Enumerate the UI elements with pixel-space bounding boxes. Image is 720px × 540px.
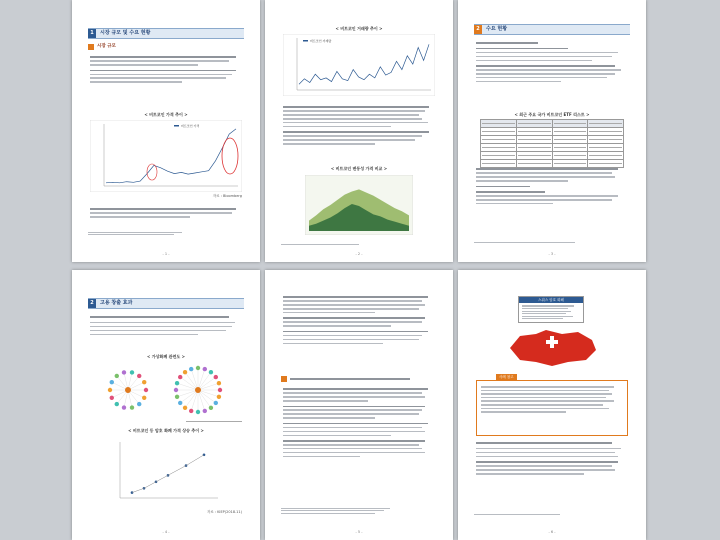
network-edge (177, 383, 198, 390)
page-number: - 2 - (355, 251, 363, 256)
diagram-caption: < 가상화폐 관련도 > (147, 354, 185, 359)
network-node (203, 409, 207, 413)
chart-legend: 비트코인 거래량 (310, 39, 332, 43)
body-paragraph (476, 166, 630, 207)
network-node (175, 381, 179, 385)
scatter-series (131, 454, 206, 494)
swiss-map-flag (502, 326, 602, 368)
network-diagram (98, 362, 234, 418)
footnotes (88, 230, 244, 237)
chart-source: 자료 : KIEP(2018.11) (206, 510, 242, 514)
network-node (189, 409, 193, 413)
network-node (203, 367, 207, 371)
network-node (110, 380, 114, 384)
page-number: - 1 - (162, 251, 170, 256)
footnotes (281, 242, 437, 246)
network-node (183, 406, 187, 410)
page-number: - 3 - (548, 251, 556, 256)
section-header (474, 24, 630, 35)
trend-line (132, 455, 204, 493)
network-hub (125, 387, 131, 393)
info-tag: 사례 참고 (496, 374, 517, 380)
network-cluster-right (174, 366, 222, 414)
network-edge (177, 390, 198, 397)
network-edge (198, 390, 216, 403)
document-page-3[interactable] (458, 0, 646, 262)
bullet-square-icon (88, 44, 94, 50)
network-node (217, 381, 221, 385)
network-node (209, 406, 213, 410)
network-edge (198, 390, 205, 411)
section-number: 1 (88, 29, 96, 38)
network-node (174, 388, 178, 392)
section-number: 2 (88, 299, 96, 308)
body-paragraph (283, 104, 437, 147)
volume-line-chart (283, 34, 435, 96)
network-node (217, 395, 221, 399)
network-node (130, 370, 134, 374)
bullet-square-icon (281, 376, 287, 382)
network-node (142, 380, 146, 384)
network-edge (198, 390, 211, 408)
subsection-header (88, 44, 116, 50)
network-node (214, 401, 218, 405)
network-node (189, 367, 193, 371)
network-node (175, 395, 179, 399)
network-edge (198, 369, 205, 390)
network-edge (185, 372, 198, 390)
document-page-4[interactable] (72, 270, 260, 540)
legend-box (518, 296, 584, 323)
document-page-2[interactable] (265, 0, 453, 262)
scatter-chart (110, 438, 222, 504)
network-hub (195, 387, 201, 393)
page-number: - 6 - (548, 529, 556, 534)
scatter-point (203, 454, 206, 457)
section-header (88, 298, 244, 309)
chart-legend: 비트코인 가격 (181, 124, 200, 128)
network-edge (180, 377, 198, 390)
page-number: - 4 - (162, 529, 170, 534)
network-edge (191, 369, 198, 390)
section-title: 수요 현황 (486, 25, 508, 32)
network-node (218, 388, 222, 392)
subsection-title: 시장 규모 (97, 44, 116, 50)
network-edge (185, 390, 198, 408)
table-caption: < 최근 주요 국가 비트코인 ETF 리스트 > (514, 112, 590, 117)
network-node (196, 366, 200, 370)
network-node (137, 402, 141, 406)
footnotes (474, 240, 630, 244)
document-page-6[interactable] (458, 270, 646, 540)
info-box (476, 380, 628, 436)
section-title: 고용 창출 효과 (100, 299, 133, 306)
page-number: - 5 - (355, 529, 363, 534)
legend-title: 스위스 암호 화폐 (519, 297, 583, 303)
body-paragraph (90, 206, 244, 220)
section-title: 시장 규모 및 수요 현황 (100, 29, 151, 36)
body-paragraph (476, 40, 630, 85)
network-edge (198, 372, 211, 390)
network-cluster-left (108, 370, 148, 409)
body-paragraph (476, 440, 630, 477)
price-line-chart (90, 120, 242, 192)
network-node (142, 396, 146, 400)
network-node (178, 375, 182, 379)
footnotes (474, 512, 630, 516)
network-node (183, 370, 187, 374)
document-page-1[interactable] (72, 0, 260, 262)
network-node (108, 388, 112, 392)
chart-caption: < 비트코인 가격 추이 > (144, 112, 188, 117)
network-edge (198, 377, 216, 390)
network-node (130, 405, 134, 409)
etf-table (480, 119, 624, 168)
body-paragraph (283, 294, 437, 346)
diagram-source (186, 419, 242, 425)
chart-caption: < 비트코인 거래량 추이 > (335, 26, 383, 31)
network-node (122, 370, 126, 374)
body-paragraph (90, 314, 244, 337)
network-node (115, 374, 119, 378)
network-node (209, 370, 213, 374)
network-node (214, 375, 218, 379)
network-edge (180, 390, 198, 403)
network-node (122, 405, 126, 409)
subsection-header (281, 376, 410, 382)
network-node (137, 374, 141, 378)
chart-caption: < 비트코인 변동성 가격 비교 > (330, 166, 388, 171)
network-edge (198, 383, 219, 390)
network-node (110, 396, 114, 400)
body-paragraph (283, 386, 437, 460)
network-edge (191, 390, 198, 411)
section-header (88, 28, 244, 39)
document-page-5[interactable] (265, 270, 453, 540)
footnotes (281, 506, 437, 515)
chart-source: 자료 : Bloomberg (212, 194, 242, 198)
chart-caption: < 비트코인 등 암호 화폐 가격 상승 추이 > (128, 428, 204, 433)
network-edge (198, 390, 219, 397)
body-paragraph (90, 54, 244, 85)
network-node (196, 410, 200, 414)
volatility-area-chart (305, 175, 413, 235)
network-node (115, 402, 119, 406)
network-node (144, 388, 148, 392)
network-node (178, 401, 182, 405)
section-number: 2 (474, 25, 482, 34)
